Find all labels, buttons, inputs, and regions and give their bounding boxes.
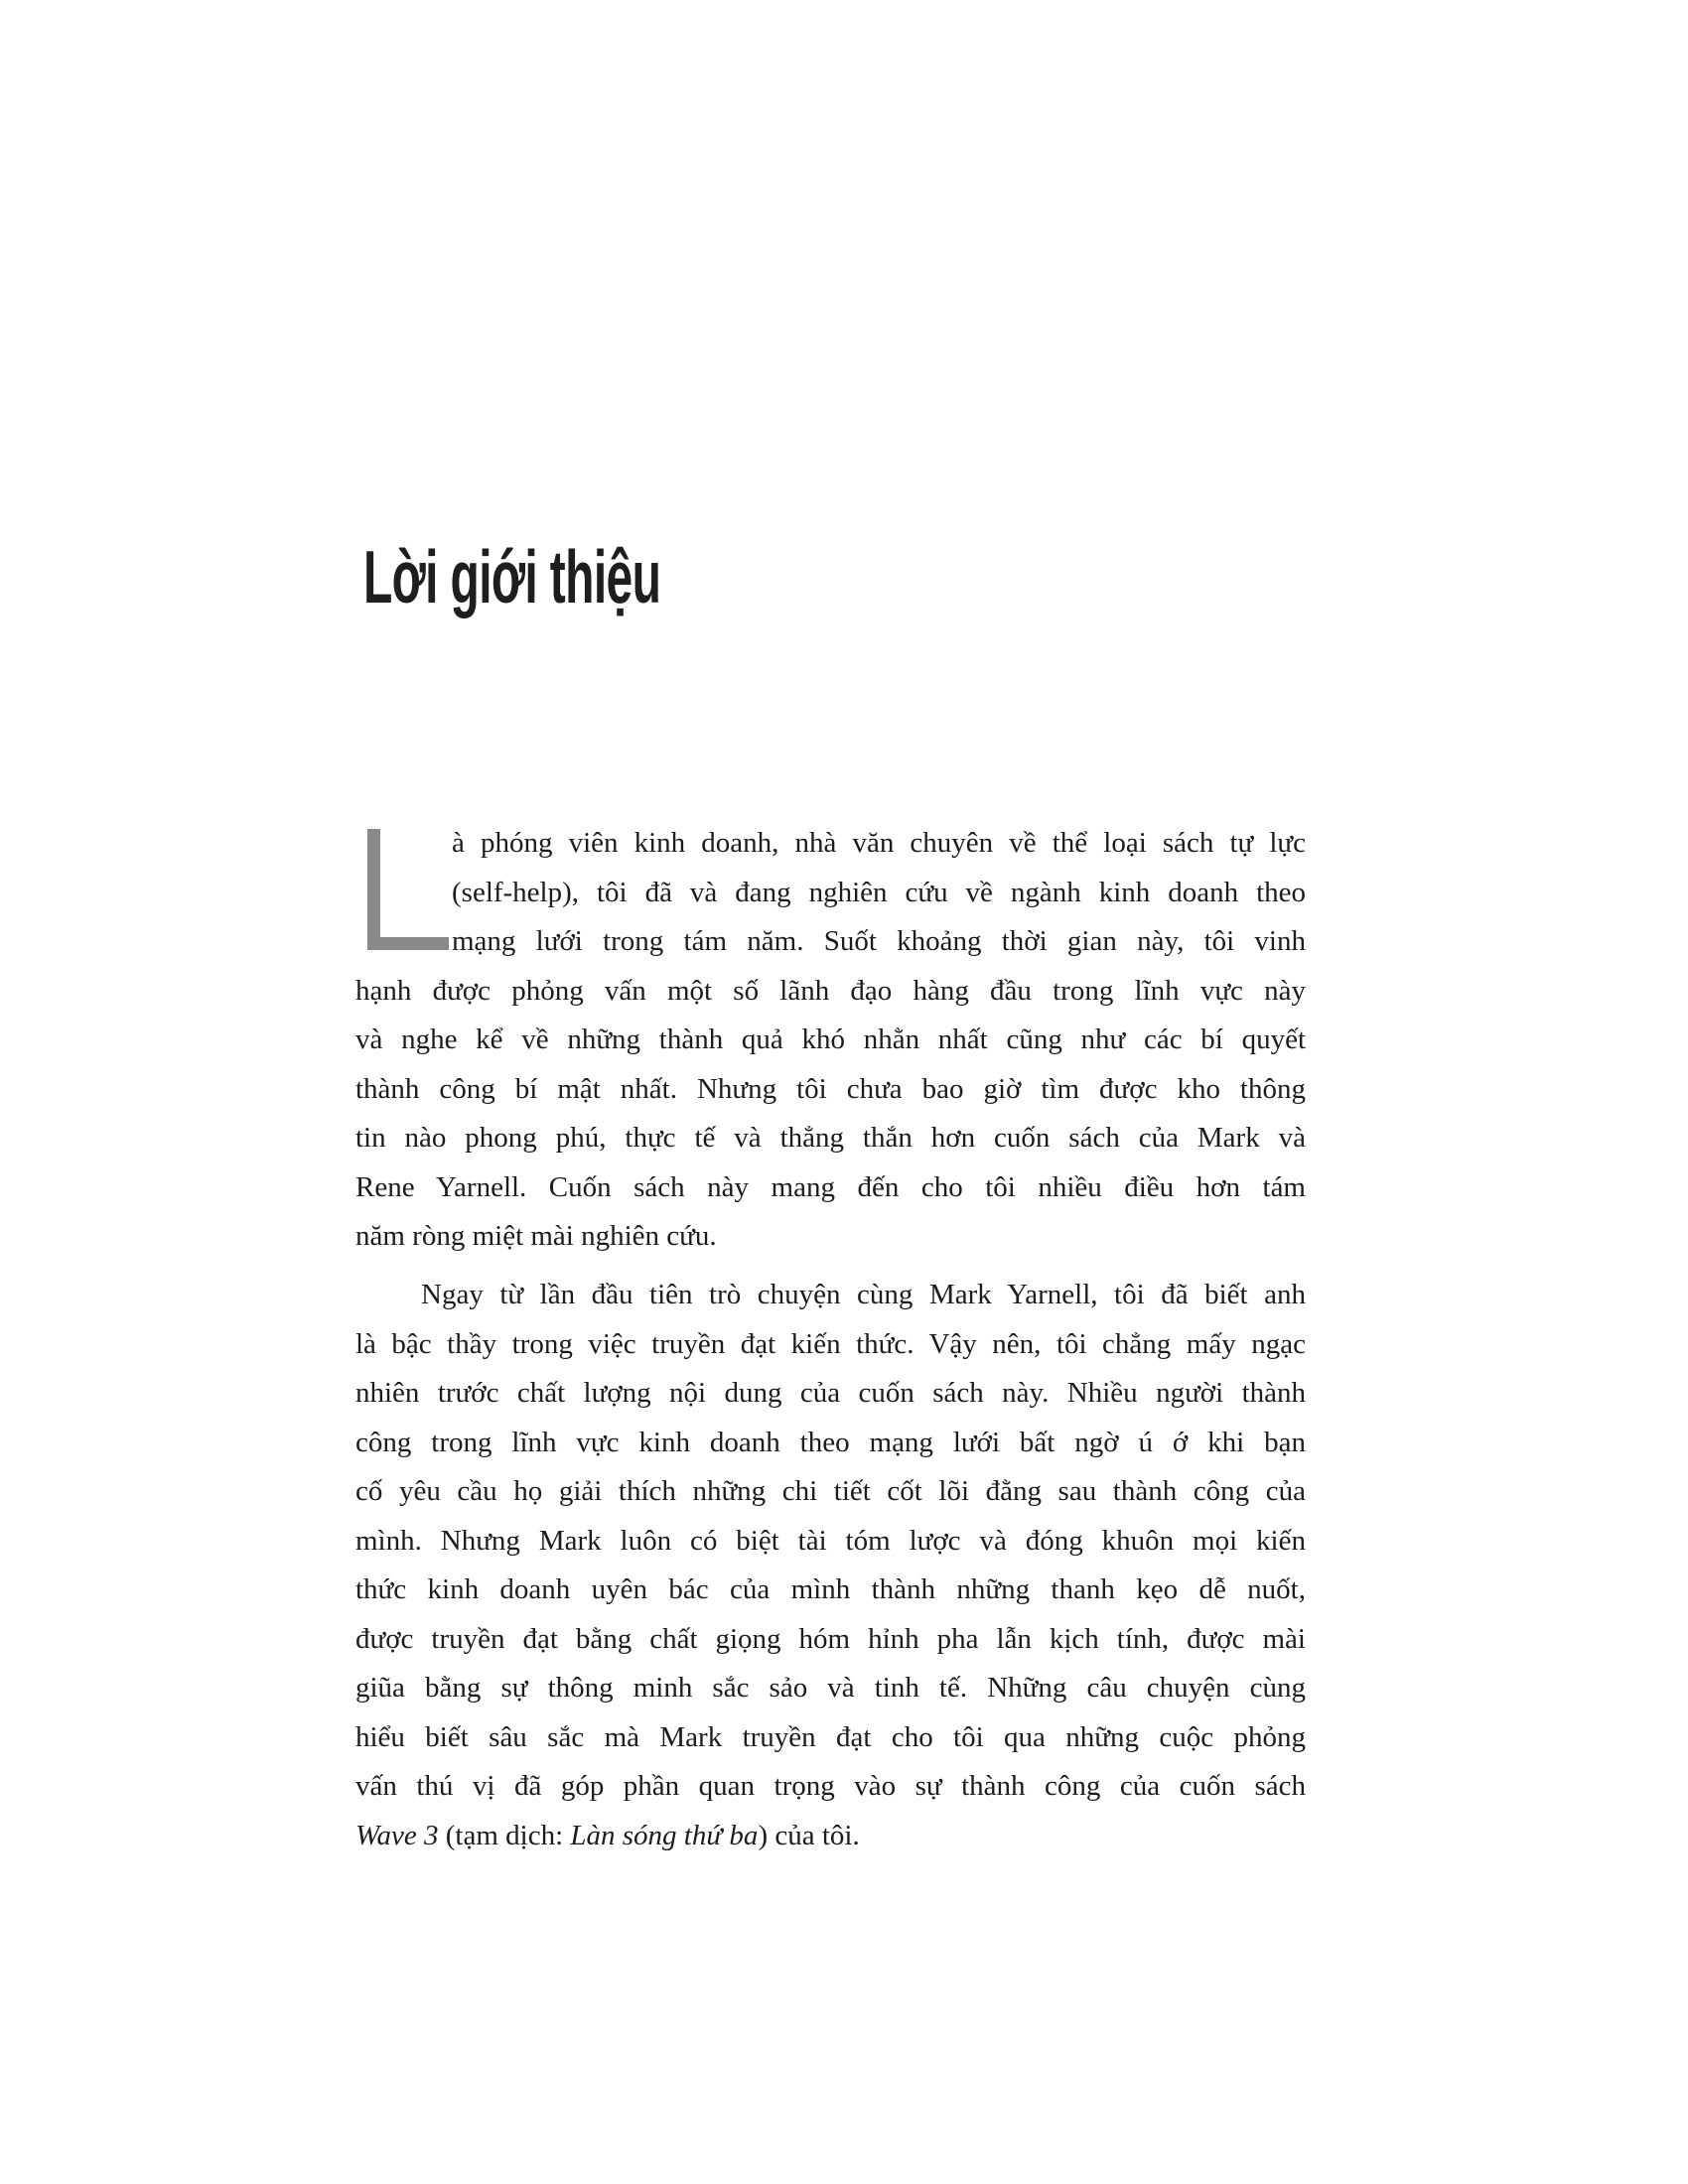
text-segment: Rene Yarnell. Cuốn sách này mang đến cho tôi nhiều điều hơn tám [355,1170,1306,1203]
text-line [355,1212,1306,1262]
text-segment: cố yêu cầu họ giải thích những chi tiết cốt lõi đằng sau thành công của [355,1475,1306,1507]
text-line [355,1566,1306,1615]
text-segment: thành công bí mật nhất. Nhưng tôi chưa bao giờ tìm được kho thông [355,1072,1306,1105]
italic-text-segment: Wave 3 [355,1819,439,1851]
text-segment: công trong lĩnh vực kinh doanh theo mạng lưới bất ngờ ú ớ khi bạn [355,1426,1306,1458]
paragraph [355,1271,1306,1860]
text-line [355,1762,1306,1812]
text-segment: mạng lưới trong tám năm. Suốt khoảng thời gian này, tôi vinh [452,925,1306,957]
text-line [355,917,1306,967]
text-line [355,1713,1306,1763]
text-segment: năm ròng miệt mài nghiên cứu. [355,1220,717,1252]
text-line [355,1517,1306,1567]
text-segment: tin nào phong phú, thực tế và thẳng thắn hơn cuốn sách của Mark và [355,1122,1306,1154]
drop-cap-text [380,829,381,830]
text-segment: vấn thú vị đã góp phần quan trọng vào sự thành công của cuốn sách [355,1770,1306,1802]
text-line [355,1615,1306,1665]
text-line [355,1016,1306,1065]
text-line [355,1419,1306,1468]
text-segment: thức kinh doanh uyên bác của mình thành những thanh kẹo dễ nuốt, [355,1573,1306,1605]
text-line [355,1664,1306,1713]
text-segment: Ngay từ lần đầu tiên trò chuyện cùng Mark Yarnell, tôi đã biết anh [421,1279,1306,1310]
text-segment: mình. Nhưng Mark luôn có biệt tài tóm lược và đóng khuôn mọi kiến [355,1524,1306,1557]
text-line [355,967,1306,1017]
text-segment: được truyền đạt bằng chất giọng hóm hỉnh pha lẫn kịch tính, được mài [355,1622,1306,1655]
text-line [355,869,1306,918]
text-line [355,1163,1306,1213]
text-segment: (tạm dịch: [438,1819,571,1851]
text-line [355,1369,1306,1419]
text-segment: à phóng viên kinh doanh, nhà văn chuyên về thể loại sách tự lực [452,827,1306,859]
text-segment: hiểu biết sâu sắc mà Mark truyền đạt cho tôi qua những cuộc phỏng [355,1720,1306,1753]
text-segment: là bậc thầy trong việc truyền đạt kiến thức. Vậy nên, tôi chẳng mấy ngạc [355,1327,1306,1360]
drop-cap-letter [367,829,449,950]
text-line [355,1467,1306,1517]
text-line [355,819,1306,869]
chapter-title: Lời giới thiệu [363,535,661,618]
text-segment: nhiên trước chất lượng nội dung của cuốn sách này. Nhiều người thành [355,1377,1306,1409]
text-line [355,1271,1306,1320]
text-segment: và nghe kể về những thành quả khó nhằn nhất cũng như các bí quyết [355,1024,1306,1055]
paragraph [355,819,1306,1262]
text-segment: (self-help), tôi đã và đang nghiên cứu về ngành kinh doanh theo [452,876,1306,908]
text-segment: ) của tôi. [758,1819,860,1851]
text-line [355,1065,1306,1115]
italic-text-segment: Làn sóng thứ ba [570,1819,759,1851]
text-line [355,1114,1306,1163]
text-segment: giũa bằng sự thông minh sắc sảo và tinh tế. Những câu chuyện cùng [355,1672,1306,1704]
text-line [355,1812,1306,1861]
text-line [355,1320,1306,1370]
text-segment: hạnh được phỏng vấn một số lãnh đạo hàng đầu trong lĩnh vực này [355,974,1306,1007]
